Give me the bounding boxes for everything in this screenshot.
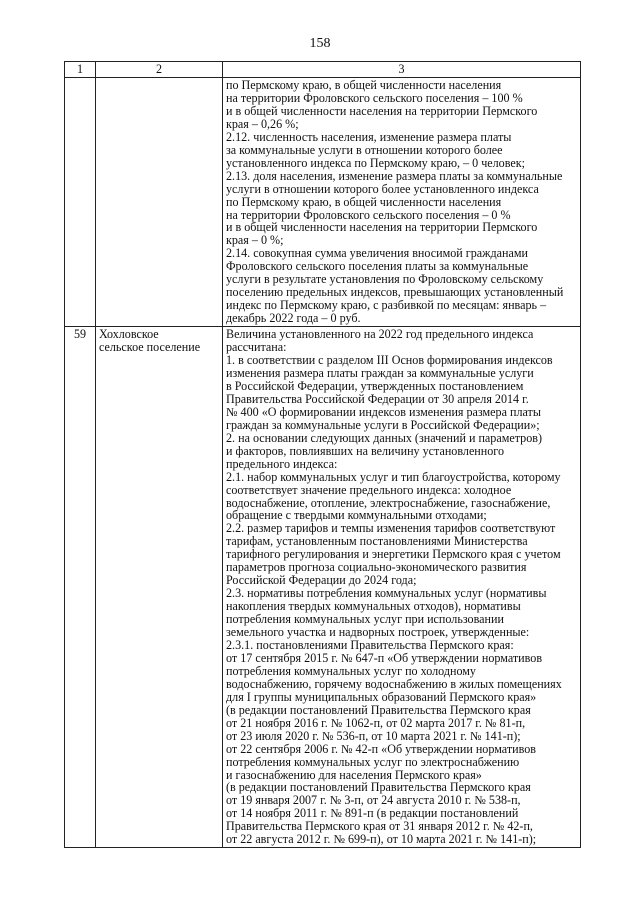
text-line: и газоснабжению для населения Пермского края» bbox=[226, 767, 482, 782]
text-line: 2.3. нормативы потребления коммунальных услуг (нормативы bbox=[226, 586, 547, 601]
text-line: и факторов, повлиявших на величину установленного bbox=[226, 443, 505, 458]
text-line: края – 0 %; bbox=[226, 233, 284, 248]
row-number: 59 bbox=[65, 327, 96, 848]
text-line: по Пермскому краю, в общей численности населения bbox=[226, 194, 502, 209]
table-body bbox=[65, 78, 581, 848]
text-line: обращение с твердыми коммунальными отходами; bbox=[226, 508, 487, 523]
text-line: предельного индекса: bbox=[226, 456, 338, 471]
settlement-name bbox=[96, 327, 223, 848]
text-line: водоснабжению, горячему водоснабжению в жилых помещениях bbox=[226, 676, 562, 691]
table-header-row bbox=[65, 62, 581, 78]
text-line: на территории Фроловского сельского поселения – 100 % bbox=[226, 90, 523, 105]
text-line: Величина установленного на 2022 год предельного индекса bbox=[226, 327, 534, 342]
text-line: и в общей численности населения на территории Пермского bbox=[226, 103, 538, 118]
text-line: на территории Фроловского сельского поселения – 0 % bbox=[226, 207, 511, 222]
text-line: 2.14. совокупная сумма увеличения вносимой гражданами bbox=[226, 246, 528, 261]
settlement-name-line: Хохловское bbox=[99, 327, 159, 342]
text-line: от 23 июля 2020 г. № 536-п, от 10 марта 2021 г. № 141-п); bbox=[226, 728, 521, 743]
text-line: граждан за коммунальные услуги в Российской Федерации»; bbox=[226, 417, 540, 432]
text-line: 2.1. набор коммунальных услуг и тип благоустройства, которому bbox=[226, 469, 561, 484]
text-line: Правительства Пермского края от 31 января 2012 г. № 42-п, bbox=[226, 819, 533, 834]
text-line: водоснабжение, отопление, электроснабжение, газоснабжение, bbox=[226, 495, 551, 510]
text-line: от 14 ноября 2011 г. № 891-п (в редакции постановлений bbox=[226, 806, 519, 821]
text-line: 2.13. доля населения, изменение размера платы за коммунальные bbox=[226, 168, 563, 183]
text-line: декабрь 2022 года – 0 руб. bbox=[226, 311, 361, 326]
text-line: Российской Федерации до 2024 года; bbox=[226, 573, 417, 588]
text-line: параметров прогноза социально-экономического развития bbox=[226, 560, 527, 575]
row-number bbox=[65, 78, 96, 327]
text-line: Правительства Российской Федерации от 30 апреля 2014 г. bbox=[226, 391, 529, 406]
text-line: 1. в соответствии с разделом III Основ формирования индексов bbox=[226, 353, 553, 368]
header-col-1: 1 bbox=[65, 62, 96, 78]
text-line: 2.2. размер тарифов и темпы изменения тарифов соответствуют bbox=[226, 521, 556, 536]
text-line: потребления коммунальных услуг по электроснабжению bbox=[226, 754, 520, 769]
text-line: № 400 «О формировании индексов изменения размера платы bbox=[226, 404, 541, 419]
text-line: установленного индекса по Пермскому краю, – 0 человек; bbox=[226, 155, 525, 170]
text-line: 2.3.1. постановлениями Правительства Пермского края: bbox=[226, 637, 514, 652]
text-line: в Российской Федерации, утвержденных постановлением bbox=[226, 378, 524, 393]
header-col-3: 3 bbox=[223, 62, 581, 78]
text-line: и в общей численности населения на территории Пермского bbox=[226, 220, 538, 235]
description-cell bbox=[223, 327, 581, 848]
text-line: соответствует значение предельного индекса: холодное bbox=[226, 482, 512, 497]
header-col-2: 2 bbox=[96, 62, 223, 78]
text-line: изменения размера платы граждан за коммунальные услуги bbox=[226, 365, 534, 380]
text-line: от 21 ноября 2016 г. № 1062-п, от 02 марта 2017 г. № 81-п, bbox=[226, 715, 526, 730]
text-line: от 22 августа 2012 г. № 699-п), от 10 марта 2021 г. № 141-п); bbox=[226, 832, 537, 847]
settlement-name bbox=[96, 78, 223, 327]
text-line: Фроловского сельского поселения платы за коммунальные bbox=[226, 259, 529, 274]
text-line: по Пермскому краю, в общей численности населения bbox=[226, 78, 502, 92]
text-line: от 17 сентября 2015 г. № 647-п «Об утверждении нормативов bbox=[226, 650, 543, 665]
text-line: края – 0,26 %; bbox=[226, 116, 299, 131]
text-line: (в редакции постановлений Правительства Пермского края bbox=[226, 702, 531, 717]
text-line: тарифам, установленным постановлениями Министерства bbox=[226, 534, 528, 549]
text-line: накопления твердых коммунальных отходов), нормативы bbox=[226, 599, 521, 614]
document-table bbox=[64, 61, 581, 848]
text-line: рассчитана: bbox=[226, 340, 287, 355]
table-row bbox=[65, 327, 581, 848]
text-line: 2. на основании следующих данных (значений и параметров) bbox=[226, 430, 542, 445]
text-line: услуги в результате установления по Фроловскому сельскому bbox=[226, 272, 544, 287]
text-line: тарифного регулирования и энергетики Пермского края с учетом bbox=[226, 547, 561, 562]
text-line: 2.12. численность населения, изменение размера платы bbox=[226, 129, 512, 144]
text-line: для I группы муниципальных образований Пермского края» bbox=[226, 689, 537, 704]
table-row bbox=[65, 78, 581, 327]
text-line: индекс по Пермскому краю, с разбивкой по месяцам: январь – bbox=[226, 298, 547, 313]
text-line: от 22 сентября 2006 г. № 42-п «Об утверждении нормативов bbox=[226, 741, 536, 756]
text-line: потребления коммунальных услуг при использовании bbox=[226, 612, 504, 627]
text-line: поселению предельных индексов, превышающих установленный bbox=[226, 285, 564, 300]
settlement-name-line: сельское поселение bbox=[99, 340, 201, 355]
text-line: земельного участка и надворных построек, утвержденные: bbox=[226, 625, 530, 640]
page-number: 158 bbox=[309, 36, 331, 51]
text-line: (в редакции постановлений Правительства Пермского края bbox=[226, 780, 531, 795]
text-line: потребления коммунальных услуг по холодному bbox=[226, 663, 476, 678]
text-line: услуги в отношении которого более установленного индекса bbox=[226, 181, 539, 196]
text-line: от 19 января 2007 г. № 3-п, от 24 августа 2010 г. № 538-п, bbox=[226, 793, 521, 808]
description-cell bbox=[223, 78, 581, 327]
text-line: за коммунальные услуги в отношении которого более bbox=[226, 142, 503, 157]
